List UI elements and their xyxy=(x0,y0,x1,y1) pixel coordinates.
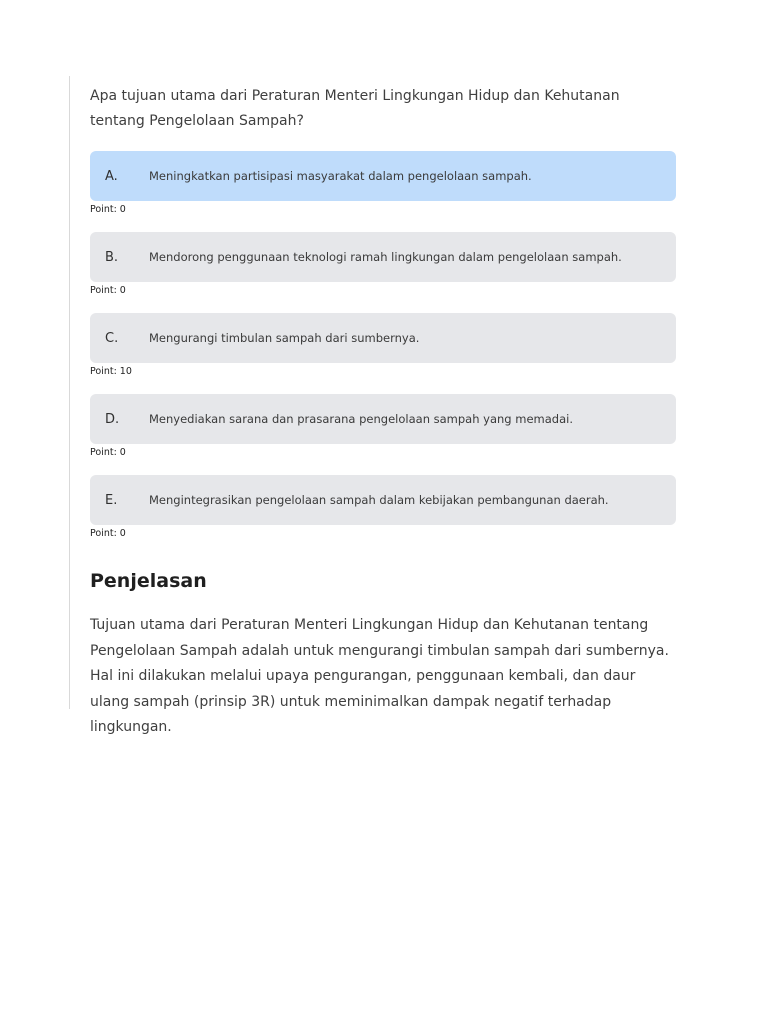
option-letter: A. xyxy=(105,168,118,184)
option-letter: B. xyxy=(105,249,119,265)
option-text: Mendorong penggunaan teknologi ramah lingkungan dalam pengelolaan sampah. xyxy=(149,250,622,264)
option-point: Point: 10 xyxy=(90,366,132,377)
quiz-card xyxy=(90,84,676,741)
explanation-text: Tujuan utama dari Peraturan Menteri Lingkungan Hidup dan Kehutanan tentang Pengelolaan Sampah adalah untuk mengurangi timbulan sampah dari sumbernya. Hal ini dilakukan melalui upaya pengurangan, penggunaan kembali, dan daur ulang sampah (prinsip 3R) untuk meminimalkan dampak negatif terhadap lingkungan. xyxy=(90,617,669,735)
options-list xyxy=(90,151,676,556)
option-e[interactable] xyxy=(90,475,676,525)
option-point: Point: 0 xyxy=(90,285,126,296)
option-point: Point: 0 xyxy=(90,204,126,215)
option-letter: C. xyxy=(105,330,119,346)
option-d[interactable] xyxy=(90,394,676,444)
option-letter: D. xyxy=(105,411,120,427)
option-text: Meningkatkan partisipasi masyarakat dalam pengelolaan sampah. xyxy=(149,169,532,183)
left-border-rule xyxy=(69,76,70,709)
option-a[interactable] xyxy=(90,151,676,201)
option-point: Point: 0 xyxy=(90,447,126,458)
option-c[interactable] xyxy=(90,313,676,363)
option-text: Mengurangi timbulan sampah dari sumbernya. xyxy=(149,331,420,345)
option-b[interactable] xyxy=(90,232,676,282)
option-text: Menyediakan sarana dan prasarana pengelolaan sampah yang memadai. xyxy=(149,412,573,426)
option-text: Mengintegrasikan pengelolaan sampah dalam kebijakan pembangunan daerah. xyxy=(149,493,609,507)
explanation-title: Penjelasan xyxy=(90,570,207,592)
question-text: Apa tujuan utama dari Peraturan Menteri Lingkungan Hidup dan Kehutanan tentang Pengelolaan Sampah? xyxy=(90,88,620,129)
option-letter: E. xyxy=(105,492,118,508)
option-point: Point: 0 xyxy=(90,528,126,539)
